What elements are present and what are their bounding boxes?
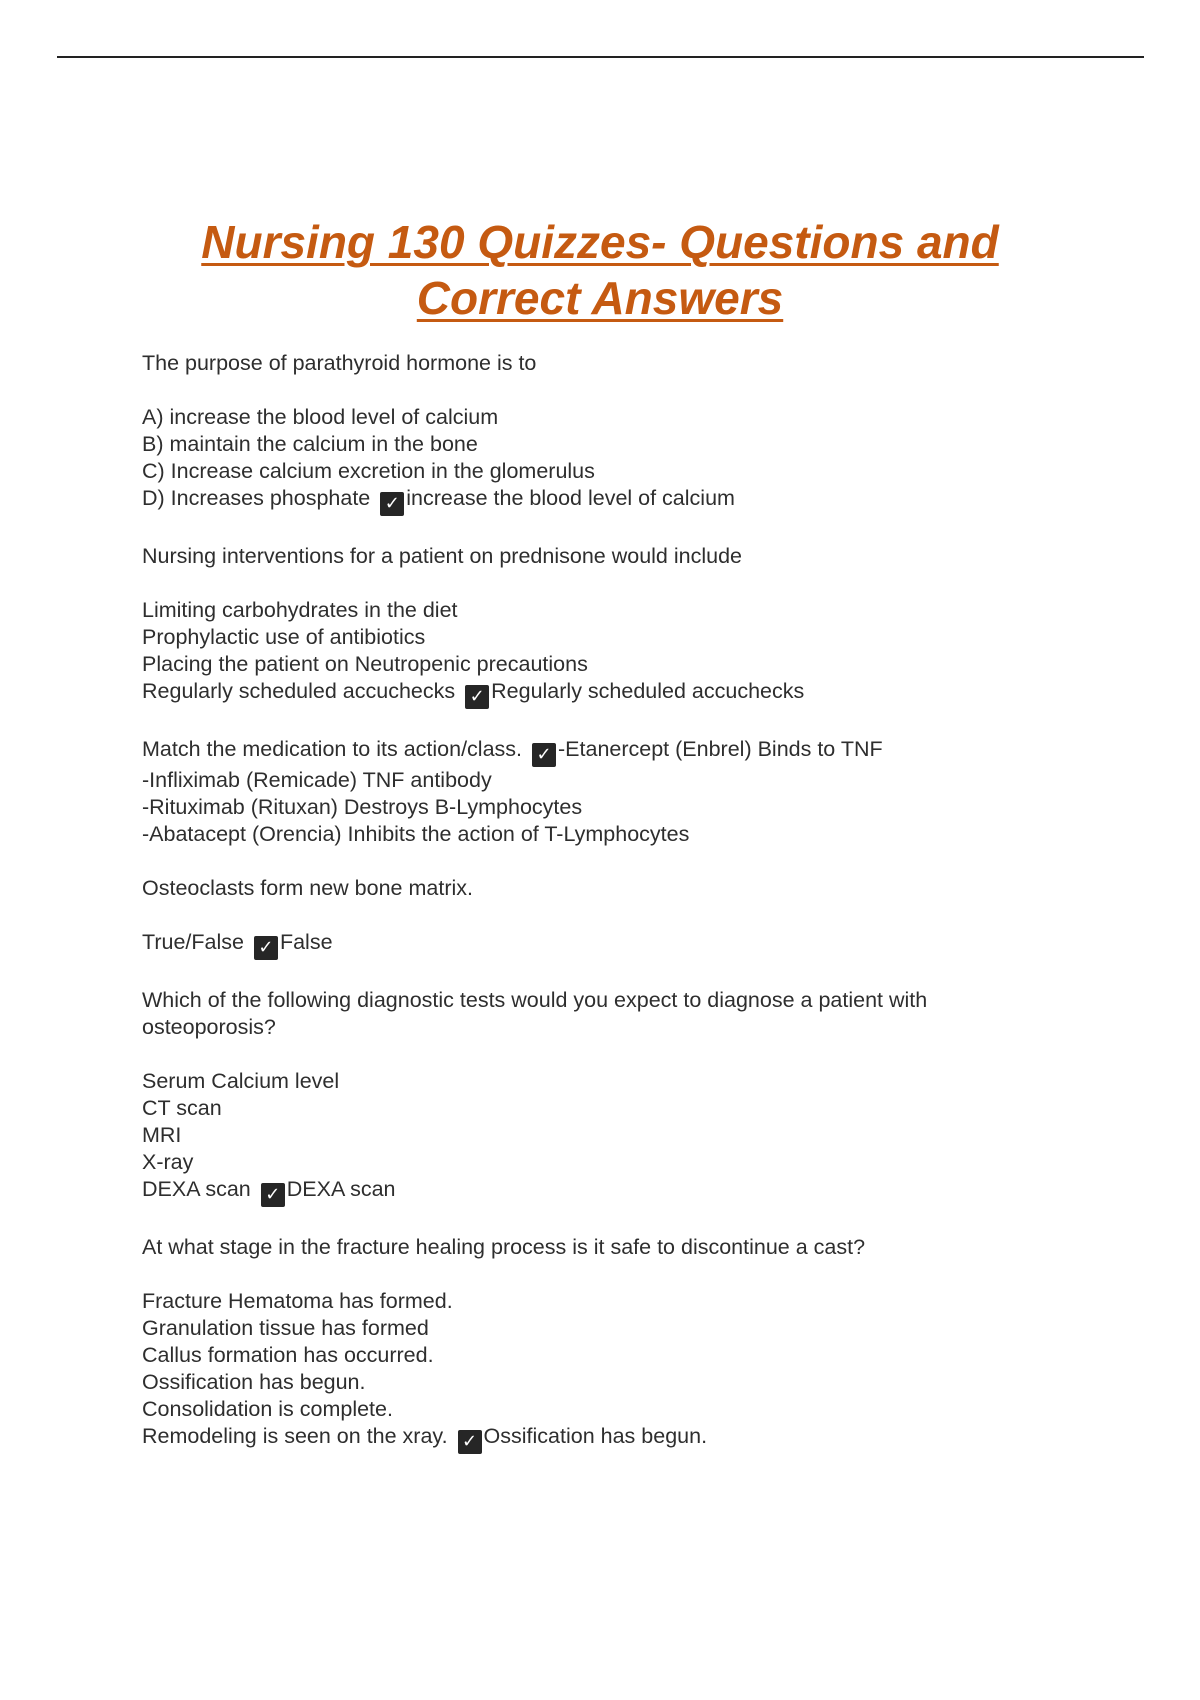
quiz-content bbox=[142, 350, 1062, 1454]
answer-text: False bbox=[279, 930, 333, 954]
question-2 bbox=[142, 543, 1062, 709]
option: DEXA scan bbox=[142, 1177, 251, 1201]
checkmark-icon: ✓ bbox=[458, 1430, 482, 1454]
question-4 bbox=[142, 875, 1062, 960]
question-text: Match the medication to its action/class. bbox=[142, 737, 523, 761]
title-line-2: Correct Answers bbox=[416, 272, 784, 324]
option: MRI bbox=[142, 1123, 182, 1147]
option: Prophylactic use of antibiotics bbox=[142, 625, 426, 649]
checkmark-icon: ✓ bbox=[465, 685, 489, 709]
option: Ossification has begun. bbox=[142, 1370, 366, 1394]
answer-text: -Rituximab (Rituxan) Destroys B-Lymphocytes bbox=[142, 795, 583, 819]
option: X-ray bbox=[142, 1150, 194, 1174]
answer-text: DEXA scan bbox=[286, 1177, 396, 1201]
option: Serum Calcium level bbox=[142, 1069, 340, 1093]
question-3 bbox=[142, 736, 1062, 848]
question-text: The purpose of parathyroid hormone is to bbox=[142, 351, 537, 375]
question-text: Osteoclasts form new bone matrix. bbox=[142, 876, 473, 900]
question-text: Nursing interventions for a patient on prednisone would include bbox=[142, 544, 742, 568]
option-with-answer bbox=[142, 929, 1062, 960]
checkmark-icon: ✓ bbox=[380, 492, 404, 516]
option: Limiting carbohydrates in the diet bbox=[142, 598, 458, 622]
title-line-1: Nursing 130 Quizzes- Questions and bbox=[201, 216, 999, 268]
top-rule bbox=[57, 56, 1144, 58]
checkmark-icon: ✓ bbox=[532, 743, 556, 767]
option: True/False bbox=[142, 930, 244, 954]
checkmark-icon: ✓ bbox=[254, 936, 278, 960]
checkmark-icon: ✓ bbox=[261, 1183, 285, 1207]
answer-text: Ossification has begun. bbox=[483, 1424, 708, 1448]
option: CT scan bbox=[142, 1096, 222, 1120]
option: Fracture Hematoma has formed. bbox=[142, 1289, 453, 1313]
document-title bbox=[0, 214, 1200, 326]
option: Remodeling is seen on the xray. bbox=[142, 1424, 448, 1448]
option-with-answer bbox=[142, 1176, 1062, 1207]
question-1 bbox=[142, 350, 1062, 516]
option: B) maintain the calcium in the bone bbox=[142, 432, 478, 456]
question-text: At what stage in the fracture healing process is it safe to discontinue a cast? bbox=[142, 1235, 866, 1259]
option: A) increase the blood level of calcium bbox=[142, 405, 499, 429]
option-with-answer bbox=[142, 1423, 1062, 1454]
question-text: Which of the following diagnostic tests would you expect to diagnose a patient with bbox=[142, 988, 928, 1012]
answer-text: -Abatacept (Orencia) Inhibits the action of T-Lymphocytes bbox=[142, 822, 690, 846]
question-6 bbox=[142, 1234, 1062, 1454]
answer-text: Regularly scheduled accuchecks bbox=[491, 679, 805, 703]
option: Regularly scheduled accuchecks bbox=[142, 679, 456, 703]
answer-text: -Etanercept (Enbrel) Binds to TNF bbox=[558, 737, 883, 761]
option: Placing the patient on Neutropenic precautions bbox=[142, 652, 588, 676]
question-text: osteoporosis? bbox=[142, 1015, 276, 1039]
question-5 bbox=[142, 987, 1062, 1207]
option: Granulation tissue has formed bbox=[142, 1316, 429, 1340]
option: D) Increases phosphate bbox=[142, 486, 371, 510]
question-with-answer bbox=[142, 736, 1062, 767]
option-with-answer bbox=[142, 485, 1062, 516]
option: Consolidation is complete. bbox=[142, 1397, 393, 1421]
answer-text: increase the blood level of calcium bbox=[406, 486, 735, 510]
option: C) Increase calcium excretion in the glomerulus bbox=[142, 459, 595, 483]
answer-text: -Infliximab (Remicade) TNF antibody bbox=[142, 768, 492, 792]
option-with-answer bbox=[142, 678, 1062, 709]
option: Callus formation has occurred. bbox=[142, 1343, 434, 1367]
